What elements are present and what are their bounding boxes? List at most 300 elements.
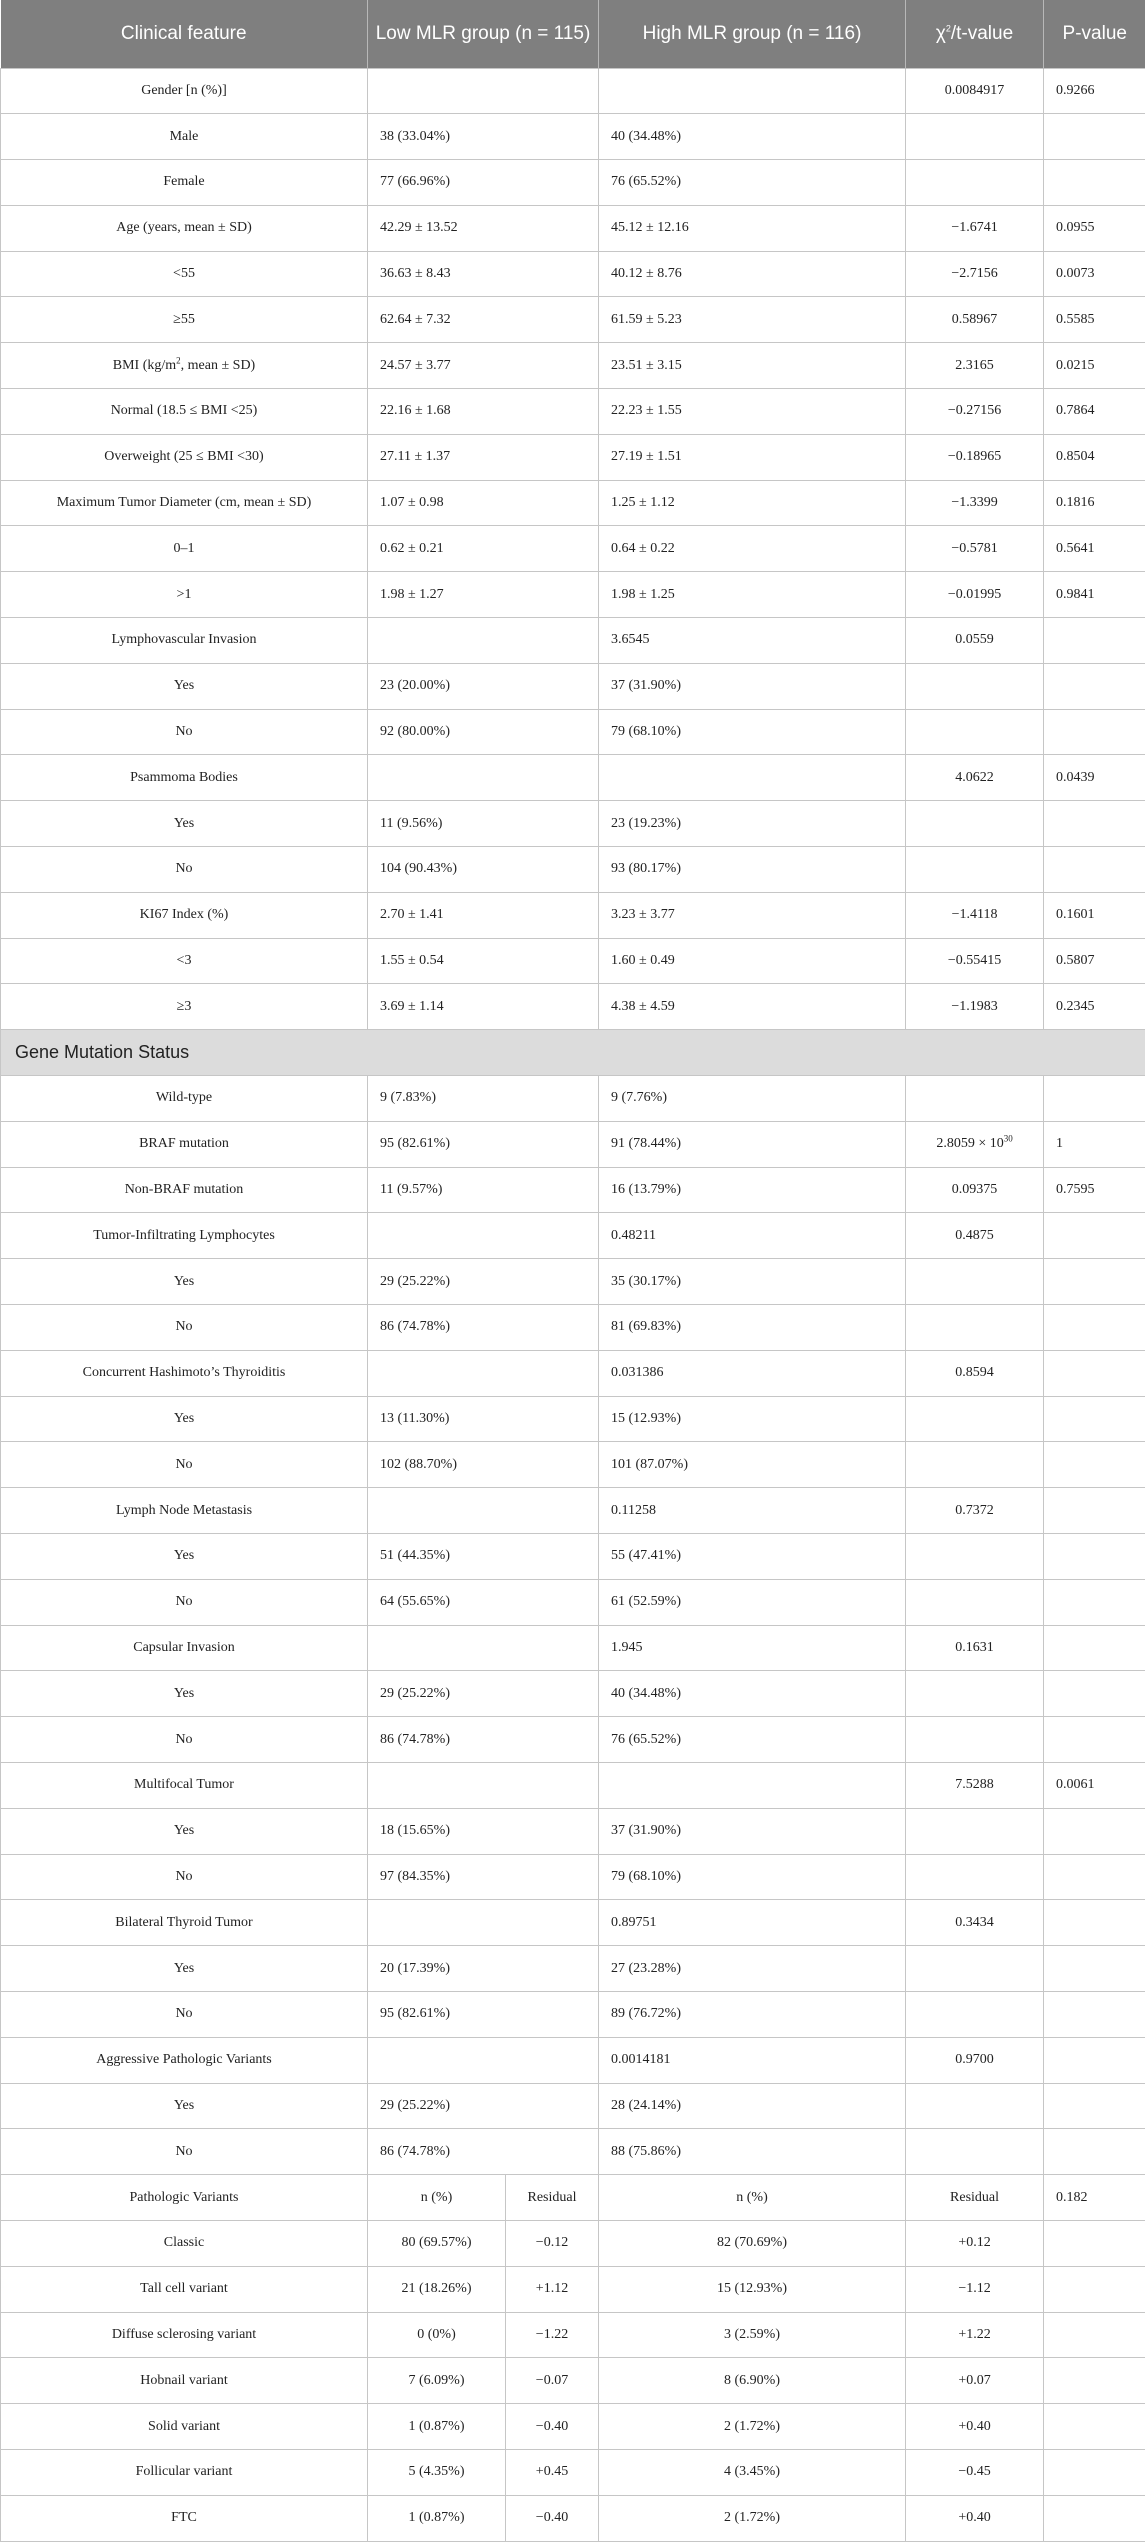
row-label: BMI ($kg/m^2$, mean ± SD) (1, 343, 368, 389)
row-label: 0–1 (1, 526, 368, 572)
row-label: Follicular variant (1, 2449, 368, 2495)
high-mlr-cell: 3.6545 (599, 618, 906, 664)
statistic-cell (906, 1305, 1044, 1351)
p-value-cell: 0.5585 (1044, 297, 1145, 343)
p-value-cell (1044, 1671, 1145, 1717)
row-label: Tumor-Infiltrating Lymphocytes (1, 1213, 368, 1259)
statistic-cell (906, 1259, 1044, 1305)
row-label: No (1, 2129, 368, 2175)
row-label: No (1, 1442, 368, 1488)
table-row (1, 663, 1145, 709)
low-mlr-cell: 27.11 ± 1.37 (368, 434, 599, 480)
high-mlr-cell: 4.38 ± 4.59 (599, 984, 906, 1030)
row-label: Hobnail variant (1, 2358, 368, 2404)
table-row (1, 2129, 1145, 2175)
high-mlr-residual-cell: Residual (906, 2175, 1044, 2221)
high-mlr-cell: 61.59 ± 5.23 (599, 297, 906, 343)
high-mlr-cell: 22.23 ± 1.55 (599, 389, 906, 435)
table-row (1, 1213, 1145, 1259)
table-row (1, 2266, 1145, 2312)
table-row (1, 572, 1145, 618)
statistic-cell (906, 1854, 1044, 1900)
p-value-cell (1044, 1946, 1145, 1992)
statistic-cell (906, 709, 1044, 755)
low-mlr-cell: 42.29 ± 13.52 (368, 205, 599, 251)
table-row (1, 2083, 1145, 2129)
row-label: No (1, 709, 368, 755)
high-mlr-n-cell: 82 (70.69%) (599, 2220, 906, 2266)
table-row (1, 892, 1145, 938)
p-value-cell: 0.0439 (1044, 755, 1145, 801)
row-label: Non-BRAF mutation (1, 1167, 368, 1213)
row-label: Solid variant (1, 2404, 368, 2450)
high-mlr-residual-cell: +0.40 (906, 2495, 1044, 2541)
table-row (1, 343, 1145, 389)
low-mlr-cell (368, 618, 599, 664)
table-row (1, 251, 1145, 297)
p-value-cell (1044, 2220, 1145, 2266)
low-mlr-residual-cell: −0.12 (506, 2220, 599, 2266)
statistic-cell (906, 1442, 1044, 1488)
statistic-cell: −0.27156 (906, 389, 1044, 435)
statistic-cell (906, 160, 1044, 206)
table-row (1, 2404, 1145, 2450)
high-mlr-n-cell: 4 (3.45%) (599, 2449, 906, 2495)
statistic-cell (906, 1579, 1044, 1625)
table-row (1, 205, 1145, 251)
row-label: Gender [n (%)] (1, 68, 368, 114)
table-row (1, 434, 1145, 480)
p-value-cell: 0.7595 (1044, 1167, 1145, 1213)
statistic-cell (906, 1946, 1044, 1992)
p-value-cell: 0.9266 (1044, 68, 1145, 114)
statistic-cell (906, 1534, 1044, 1580)
statistic-cell: −1.6741 (906, 205, 1044, 251)
table-row (1, 1717, 1145, 1763)
statistic-cell: 0.09375 (906, 1167, 1044, 1213)
statistic-cell: 7.5288 (906, 1762, 1044, 1808)
p-value-cell (1044, 1488, 1145, 1534)
high-mlr-cell: 89 (76.72%) (599, 1991, 906, 2037)
table-row (1, 114, 1145, 160)
low-mlr-cell: 0.62 ± 0.21 (368, 526, 599, 572)
high-mlr-cell: 101 (87.07%) (599, 1442, 906, 1488)
table-row (1, 1442, 1145, 1488)
row-label: No (1, 847, 368, 893)
low-mlr-cell: 9 (7.83%) (368, 1076, 599, 1122)
high-mlr-cell: 93 (80.17%) (599, 847, 906, 893)
high-mlr-residual-cell: +0.07 (906, 2358, 1044, 2404)
table-row (1, 1167, 1145, 1213)
statistic-cell: −0.5781 (906, 526, 1044, 572)
statistic-cell: −1.1983 (906, 984, 1044, 1030)
low-mlr-n-cell: 5 (4.35%) (368, 2449, 506, 2495)
low-mlr-cell (368, 1350, 599, 1396)
p-value-cell: 0.182 (1044, 2175, 1145, 2221)
low-mlr-cell: 1.07 ± 0.98 (368, 480, 599, 526)
row-label: Yes (1, 1259, 368, 1305)
high-mlr-cell: 88 (75.86%) (599, 2129, 906, 2175)
p-value-cell (1044, 1259, 1145, 1305)
high-mlr-cell: 79 (68.10%) (599, 709, 906, 755)
low-mlr-cell: 20 (17.39%) (368, 1946, 599, 1992)
statistic-cell: −1.3399 (906, 480, 1044, 526)
row-label: Multifocal Tumor (1, 1762, 368, 1808)
row-label: Yes (1, 2083, 368, 2129)
low-mlr-n-cell: n (%) (368, 2175, 506, 2221)
table-body (1, 68, 1145, 2541)
row-label: Tall cell variant (1, 2266, 368, 2312)
row-label: Lymph Node Metastasis (1, 1488, 368, 1534)
statistic-cell: −0.18965 (906, 434, 1044, 480)
p-value-cell (1044, 2449, 1145, 2495)
high-mlr-residual-cell: +0.40 (906, 2404, 1044, 2450)
table-row (1, 1579, 1145, 1625)
high-mlr-cell: 40 (34.48%) (599, 1671, 906, 1717)
high-mlr-cell: 0.0014181 (599, 2037, 906, 2083)
p-value-cell: 1 (1044, 1121, 1145, 1167)
low-mlr-cell: 1.98 ± 1.27 (368, 572, 599, 618)
row-label: Female (1, 160, 368, 206)
row-label: <55 (1, 251, 368, 297)
statistic-cell (906, 663, 1044, 709)
high-mlr-residual-cell: −0.45 (906, 2449, 1044, 2495)
low-mlr-cell (368, 755, 599, 801)
high-mlr-cell: 81 (69.83%) (599, 1305, 906, 1351)
p-value-cell: 0.0955 (1044, 205, 1145, 251)
row-label: No (1, 1579, 368, 1625)
table-row (1, 1259, 1145, 1305)
statistic-cell (906, 1808, 1044, 1854)
p-value-cell (1044, 2358, 1145, 2404)
header-statistic: $\chi^2/t$-value (906, 0, 1044, 68)
high-mlr-cell: 1.25 ± 1.12 (599, 480, 906, 526)
statistic-cell: 0.4875 (906, 1213, 1044, 1259)
row-label: Yes (1, 1396, 368, 1442)
p-value-cell (1044, 1717, 1145, 1763)
p-value-cell (1044, 2404, 1145, 2450)
table-row (1, 1488, 1145, 1534)
p-value-cell: 0.0073 (1044, 251, 1145, 297)
table-row (1, 984, 1145, 1030)
table-row (1, 1900, 1145, 1946)
table-row (1, 1350, 1145, 1396)
statistic-cell: 0.0559 (906, 618, 1044, 664)
high-mlr-cell: 37 (31.90%) (599, 1808, 906, 1854)
row-label: No (1, 1305, 368, 1351)
p-value-cell: 0.0061 (1044, 1762, 1145, 1808)
statistic-cell (906, 1717, 1044, 1763)
low-mlr-cell: 23 (20.00%) (368, 663, 599, 709)
table-row (1, 709, 1145, 755)
header-p-value: P-value (1044, 0, 1145, 68)
row-label: No (1, 1717, 368, 1763)
row-label: BRAF mutation (1, 1121, 368, 1167)
table-row (1, 1396, 1145, 1442)
table-row (1, 1991, 1145, 2037)
p-value-cell (1044, 618, 1145, 664)
p-value-cell (1044, 2312, 1145, 2358)
high-mlr-cell: 27.19 ± 1.51 (599, 434, 906, 480)
statistic-cell (906, 801, 1044, 847)
p-value-cell (1044, 160, 1145, 206)
p-value-cell: 0.1601 (1044, 892, 1145, 938)
low-mlr-cell: 13 (11.30%) (368, 1396, 599, 1442)
row-label: Normal (18.5 ≤ BMI <25) (1, 389, 368, 435)
high-mlr-cell: 40.12 ± 8.76 (599, 251, 906, 297)
p-value-cell: 0.8504 (1044, 434, 1145, 480)
high-mlr-n-cell: 8 (6.90%) (599, 2358, 906, 2404)
high-mlr-n-cell: 15 (12.93%) (599, 2266, 906, 2312)
table-row (1, 938, 1145, 984)
row-label: Classic (1, 2220, 368, 2266)
high-mlr-cell (599, 755, 906, 801)
table-row (1, 755, 1145, 801)
low-mlr-cell: 86 (74.78%) (368, 2129, 599, 2175)
row-label: <3 (1, 938, 368, 984)
high-mlr-cell: 9 (7.76%) (599, 1076, 906, 1122)
high-mlr-cell: 45.12 ± 12.16 (599, 205, 906, 251)
low-mlr-residual-cell: +1.12 (506, 2266, 599, 2312)
p-value-cell (1044, 1534, 1145, 1580)
table-row (1, 1121, 1145, 1167)
row-label: Yes (1, 1808, 368, 1854)
p-value-cell (1044, 1396, 1145, 1442)
statistic-cell: 0.7372 (906, 1488, 1044, 1534)
p-value-cell (1044, 1076, 1145, 1122)
high-mlr-n-cell: 2 (1.72%) (599, 2404, 906, 2450)
row-label: Overweight (25 ≤ BMI <30) (1, 434, 368, 480)
low-mlr-cell: 86 (74.78%) (368, 1717, 599, 1763)
low-mlr-n-cell: 1 (0.87%) (368, 2495, 506, 2541)
high-mlr-cell: 27 (23.28%) (599, 1946, 906, 1992)
low-mlr-n-cell: 80 (69.57%) (368, 2220, 506, 2266)
low-mlr-cell: 2.70 ± 1.41 (368, 892, 599, 938)
p-value-cell (1044, 1579, 1145, 1625)
low-mlr-cell: 102 (88.70%) (368, 1442, 599, 1488)
high-mlr-cell: 35 (30.17%) (599, 1259, 906, 1305)
table-row (1, 68, 1145, 114)
high-mlr-cell: 15 (12.93%) (599, 1396, 906, 1442)
high-mlr-n-cell: 3 (2.59%) (599, 2312, 906, 2358)
p-value-cell: 0.0215 (1044, 343, 1145, 389)
low-mlr-cell: 11 (9.56%) (368, 801, 599, 847)
low-mlr-n-cell: 21 (18.26%) (368, 2266, 506, 2312)
p-value-cell (1044, 1808, 1145, 1854)
p-value-cell (1044, 1442, 1145, 1488)
row-label: Aggressive Pathologic Variants (1, 2037, 368, 2083)
high-mlr-cell: 0.48211 (599, 1213, 906, 1259)
p-value-cell (1044, 801, 1145, 847)
high-mlr-n-cell: 2 (1.72%) (599, 2495, 906, 2541)
low-mlr-cell: 92 (80.00%) (368, 709, 599, 755)
high-mlr-cell: 3.23 ± 3.77 (599, 892, 906, 938)
high-mlr-cell: 55 (47.41%) (599, 1534, 906, 1580)
statistic-cell (906, 1076, 1044, 1122)
low-mlr-cell: 62.64 ± 7.32 (368, 297, 599, 343)
p-value-cell (1044, 1305, 1145, 1351)
high-mlr-cell: 76 (65.52%) (599, 1717, 906, 1763)
low-mlr-cell: 95 (82.61%) (368, 1991, 599, 2037)
table-row (1, 1808, 1145, 1854)
row-label: Diffuse sclerosing variant (1, 2312, 368, 2358)
statistic-cell: 4.0622 (906, 755, 1044, 801)
low-mlr-cell: 29 (25.22%) (368, 1259, 599, 1305)
low-mlr-cell: 11 (9.57%) (368, 1167, 599, 1213)
low-mlr-cell: 95 (82.61%) (368, 1121, 599, 1167)
p-value-cell (1044, 847, 1145, 893)
low-mlr-cell (368, 1625, 599, 1671)
statistic-cell (906, 114, 1044, 160)
low-mlr-cell: 77 (66.96%) (368, 160, 599, 206)
row-label: KI67 Index (%) (1, 892, 368, 938)
statistic-cell: −2.7156 (906, 251, 1044, 297)
high-mlr-cell: 23.51 ± 3.15 (599, 343, 906, 389)
high-mlr-cell: 37 (31.90%) (599, 663, 906, 709)
high-mlr-cell: 1.945 (599, 1625, 906, 1671)
row-label: Concurrent Hashimoto’s Thyroiditis (1, 1350, 368, 1396)
row-label: Psammoma Bodies (1, 755, 368, 801)
statistic-cell (906, 2083, 1044, 2129)
table-row (1, 1854, 1145, 1900)
table-row (1, 526, 1145, 572)
p-value-cell (1044, 1854, 1145, 1900)
row-label: Lymphovascular Invasion (1, 618, 368, 664)
low-mlr-cell (368, 68, 599, 114)
statistic-cell: −1.4118 (906, 892, 1044, 938)
low-mlr-cell (368, 2037, 599, 2083)
high-mlr-cell: 61 (52.59%) (599, 1579, 906, 1625)
statistic-cell (906, 1991, 1044, 2037)
header-row (1, 0, 1145, 68)
table-row (1, 801, 1145, 847)
row-label: Capsular Invasion (1, 1625, 368, 1671)
row-label: ≥3 (1, 984, 368, 1030)
table-row (1, 1076, 1145, 1122)
high-mlr-cell: 79 (68.10%) (599, 1854, 906, 1900)
statistic-cell: 0.8594 (906, 1350, 1044, 1396)
row-label: ≥55 (1, 297, 368, 343)
p-value-cell (1044, 114, 1145, 160)
low-mlr-residual-cell: −0.40 (506, 2404, 599, 2450)
table-row (1, 618, 1145, 664)
p-value-cell (1044, 1991, 1145, 2037)
table-row (1, 2220, 1145, 2266)
low-mlr-cell: 97 (84.35%) (368, 1854, 599, 1900)
row-label: Yes (1, 1671, 368, 1717)
statistic-cell: 0.0084917 (906, 68, 1044, 114)
low-mlr-residual-cell: −0.40 (506, 2495, 599, 2541)
low-mlr-cell: 1.55 ± 0.54 (368, 938, 599, 984)
low-mlr-residual-cell: −1.22 (506, 2312, 599, 2358)
high-mlr-cell: 0.64 ± 0.22 (599, 526, 906, 572)
row-label: Age (years, mean ± SD) (1, 205, 368, 251)
statistic-cell: 0.9700 (906, 2037, 1044, 2083)
header-clinical-feature: Clinical feature (1, 0, 368, 68)
low-mlr-cell (368, 1488, 599, 1534)
table-row (1, 2037, 1145, 2083)
table-row (1, 160, 1145, 206)
low-mlr-cell (368, 1900, 599, 1946)
high-mlr-residual-cell: +0.12 (906, 2220, 1044, 2266)
p-value-cell (1044, 1625, 1145, 1671)
table-row (1, 1625, 1145, 1671)
statistic-cell: −0.55415 (906, 938, 1044, 984)
row-label: Wild-type (1, 1076, 368, 1122)
p-value-cell: 0.5641 (1044, 526, 1145, 572)
statistic-cell: 0.3434 (906, 1900, 1044, 1946)
statistic-cell: 0.58967 (906, 297, 1044, 343)
high-mlr-cell: 0.031386 (599, 1350, 906, 1396)
table-row (1, 847, 1145, 893)
low-mlr-cell: 51 (44.35%) (368, 1534, 599, 1580)
low-mlr-cell: 29 (25.22%) (368, 1671, 599, 1717)
header-low-mlr: Low MLR group (n = 115) (368, 0, 599, 68)
p-value-cell: 0.1816 (1044, 480, 1145, 526)
row-label: Bilateral Thyroid Tumor (1, 1900, 368, 1946)
high-mlr-cell: 91 (78.44%) (599, 1121, 906, 1167)
high-mlr-cell: 1.98 ± 1.25 (599, 572, 906, 618)
p-value-cell (1044, 663, 1145, 709)
high-mlr-cell: 40 (34.48%) (599, 114, 906, 160)
p-value-cell (1044, 2266, 1145, 2312)
statistic-cell (906, 1671, 1044, 1717)
high-mlr-cell: 76 (65.52%) (599, 160, 906, 206)
p-value-cell (1044, 1900, 1145, 1946)
section-row (1, 1030, 1145, 1076)
table-row (1, 1946, 1145, 1992)
row-label: FTC (1, 2495, 368, 2541)
table-row (1, 480, 1145, 526)
low-mlr-cell: 3.69 ± 1.14 (368, 984, 599, 1030)
row-label: Male (1, 114, 368, 160)
table-row (1, 297, 1145, 343)
table-row (1, 2175, 1145, 2221)
table-row (1, 2495, 1145, 2541)
high-mlr-cell: 1.60 ± 0.49 (599, 938, 906, 984)
row-label: Yes (1, 663, 368, 709)
low-mlr-n-cell: 1 (0.87%) (368, 2404, 506, 2450)
low-mlr-cell: 22.16 ± 1.68 (368, 389, 599, 435)
statistic-cell: $2.8059 \times 10^{30}$ (906, 1121, 1044, 1167)
high-mlr-cell: 0.11258 (599, 1488, 906, 1534)
p-value-cell: 0.5807 (1044, 938, 1145, 984)
high-mlr-cell: 16 (13.79%) (599, 1167, 906, 1213)
high-mlr-cell (599, 1762, 906, 1808)
statistic-cell (906, 847, 1044, 893)
low-mlr-residual-cell: −0.07 (506, 2358, 599, 2404)
low-mlr-cell: 86 (74.78%) (368, 1305, 599, 1351)
row-label: >1 (1, 572, 368, 618)
p-value-cell (1044, 1213, 1145, 1259)
header-high-mlr: High MLR group (n = 116) (599, 0, 906, 68)
low-mlr-cell: 18 (15.65%) (368, 1808, 599, 1854)
p-value-cell (1044, 2129, 1145, 2175)
low-mlr-cell (368, 1762, 599, 1808)
low-mlr-cell: 36.63 ± 8.43 (368, 251, 599, 297)
row-label: Pathologic Variants (1, 2175, 368, 2221)
table-row (1, 389, 1145, 435)
low-mlr-n-cell: 7 (6.09%) (368, 2358, 506, 2404)
low-mlr-cell: 64 (55.65%) (368, 1579, 599, 1625)
statistic-cell: 0.1631 (906, 1625, 1044, 1671)
low-mlr-residual-cell: +0.45 (506, 2449, 599, 2495)
low-mlr-cell: 24.57 ± 3.77 (368, 343, 599, 389)
low-mlr-cell: 38 (33.04%) (368, 114, 599, 160)
p-value-cell: 0.7864 (1044, 389, 1145, 435)
statistic-cell (906, 2129, 1044, 2175)
row-label: Yes (1, 801, 368, 847)
